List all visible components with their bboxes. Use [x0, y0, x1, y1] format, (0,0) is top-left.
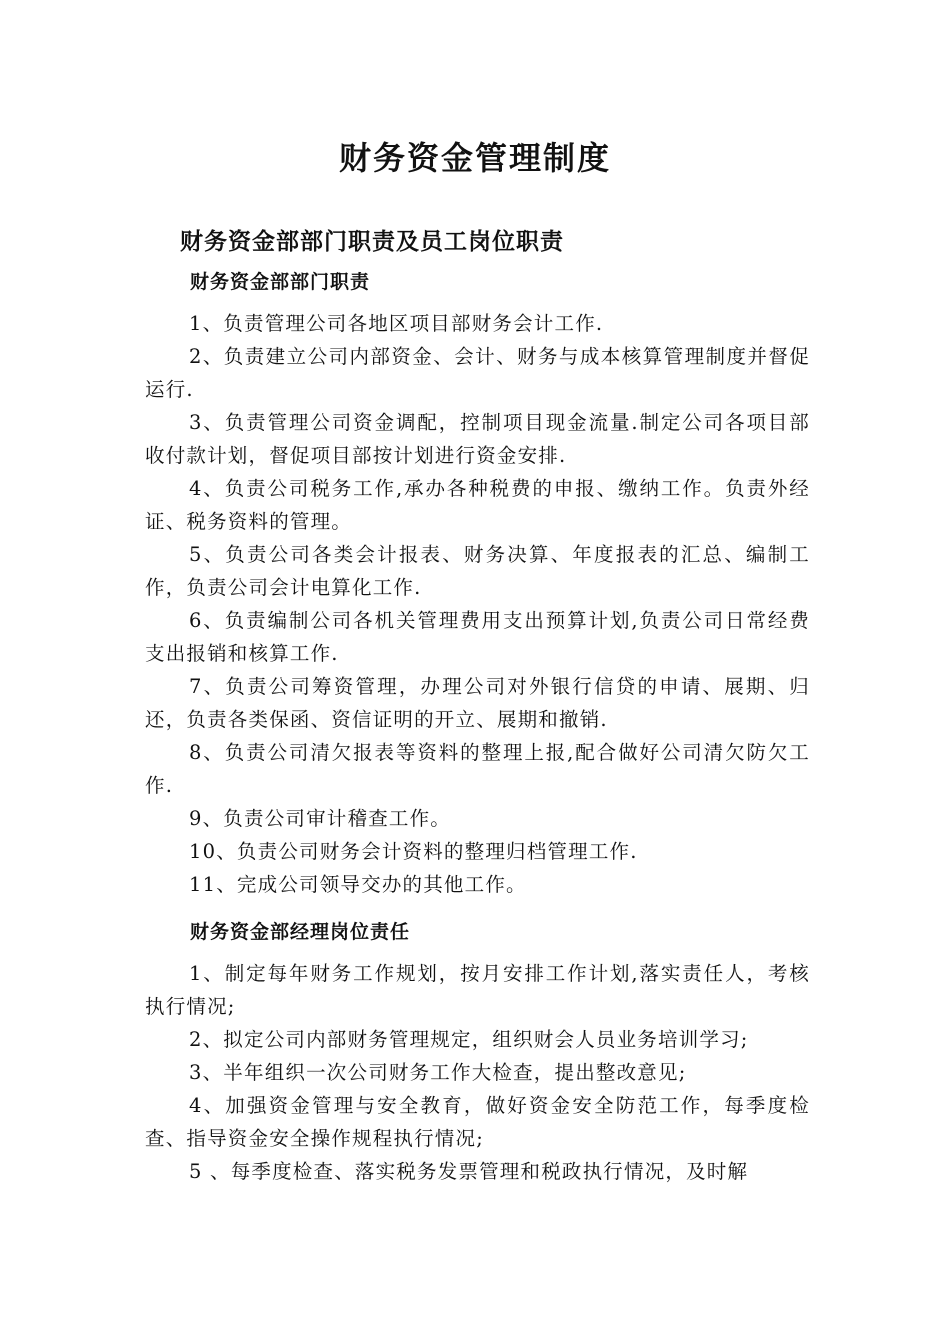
list-item: 4、加强资金管理与安全教育，做好资金安全防范工作，每季度检查、指导资金安全操作规程执行情况;	[145, 1094, 810, 1150]
list-item: 1、负责管理公司各地区项目部财务会计工作.	[189, 312, 604, 335]
list-item: 4、负责公司税务工作,承办各种税费的申报、缴纳工作。负责外经证、税务资料的管理。	[145, 477, 810, 533]
list-item: 7、负责公司筹资管理，办理公司对外银行信贷的申请、展期、归还，负责各类保函、资信证明的开立、展期和撤销.	[145, 675, 810, 731]
list-item: 8、负责公司清欠报表等资料的整理上报,配合做好公司清欠防欠工作.	[145, 741, 810, 797]
list-item: 10、负责公司财务会计资料的整理归档管理工作.	[189, 840, 638, 863]
list-item: 6、负责编制公司各机关管理费用支出预算计划,负责公司日常经费支出报销和核算工作.	[145, 609, 810, 665]
list-item: 2、拟定公司内部财务管理规定，组织财会人员业务培训学习;	[189, 1028, 749, 1051]
list-item: 2、负责建立公司内部资金、会计、财务与成本核算管理制度并督促运行.	[145, 345, 810, 401]
department-duties-list	[145, 307, 810, 901]
list-item: 5、负责公司各类会计报表、财务决算、年度报表的汇总、编制工作，负责公司会计电算化工作.	[145, 543, 810, 599]
document-title: 财务资金管理制度	[338, 139, 611, 177]
list-item: 9、负责公司审计稽查工作。	[189, 807, 452, 830]
list-item: 5 、每季度检查、落实税务发票管理和税政执行情况，及时解	[189, 1160, 749, 1183]
department-duties-heading: 财务资金部部门职责	[190, 271, 371, 293]
list-item: 1、制定每年财务工作规划，按月安排工作计划,落实责任人，考核执行情况;	[145, 962, 810, 1018]
list-item: 3、半年组织一次公司财务工作大检查，提出整改意见;	[189, 1061, 687, 1084]
list-item: 3、负责管理公司资金调配，控制项目现金流量.制定公司各项目部收付款计划，督促项目部按计划进行资金安排.	[145, 411, 810, 467]
manager-duties-list	[145, 957, 810, 1188]
section-heading: 财务资金部部门职责及员工岗位职责	[180, 229, 564, 255]
list-item: 11、完成公司领导交办的其他工作。	[189, 873, 527, 896]
manager-duties-heading: 财务资金部经理岗位责任	[190, 921, 411, 943]
